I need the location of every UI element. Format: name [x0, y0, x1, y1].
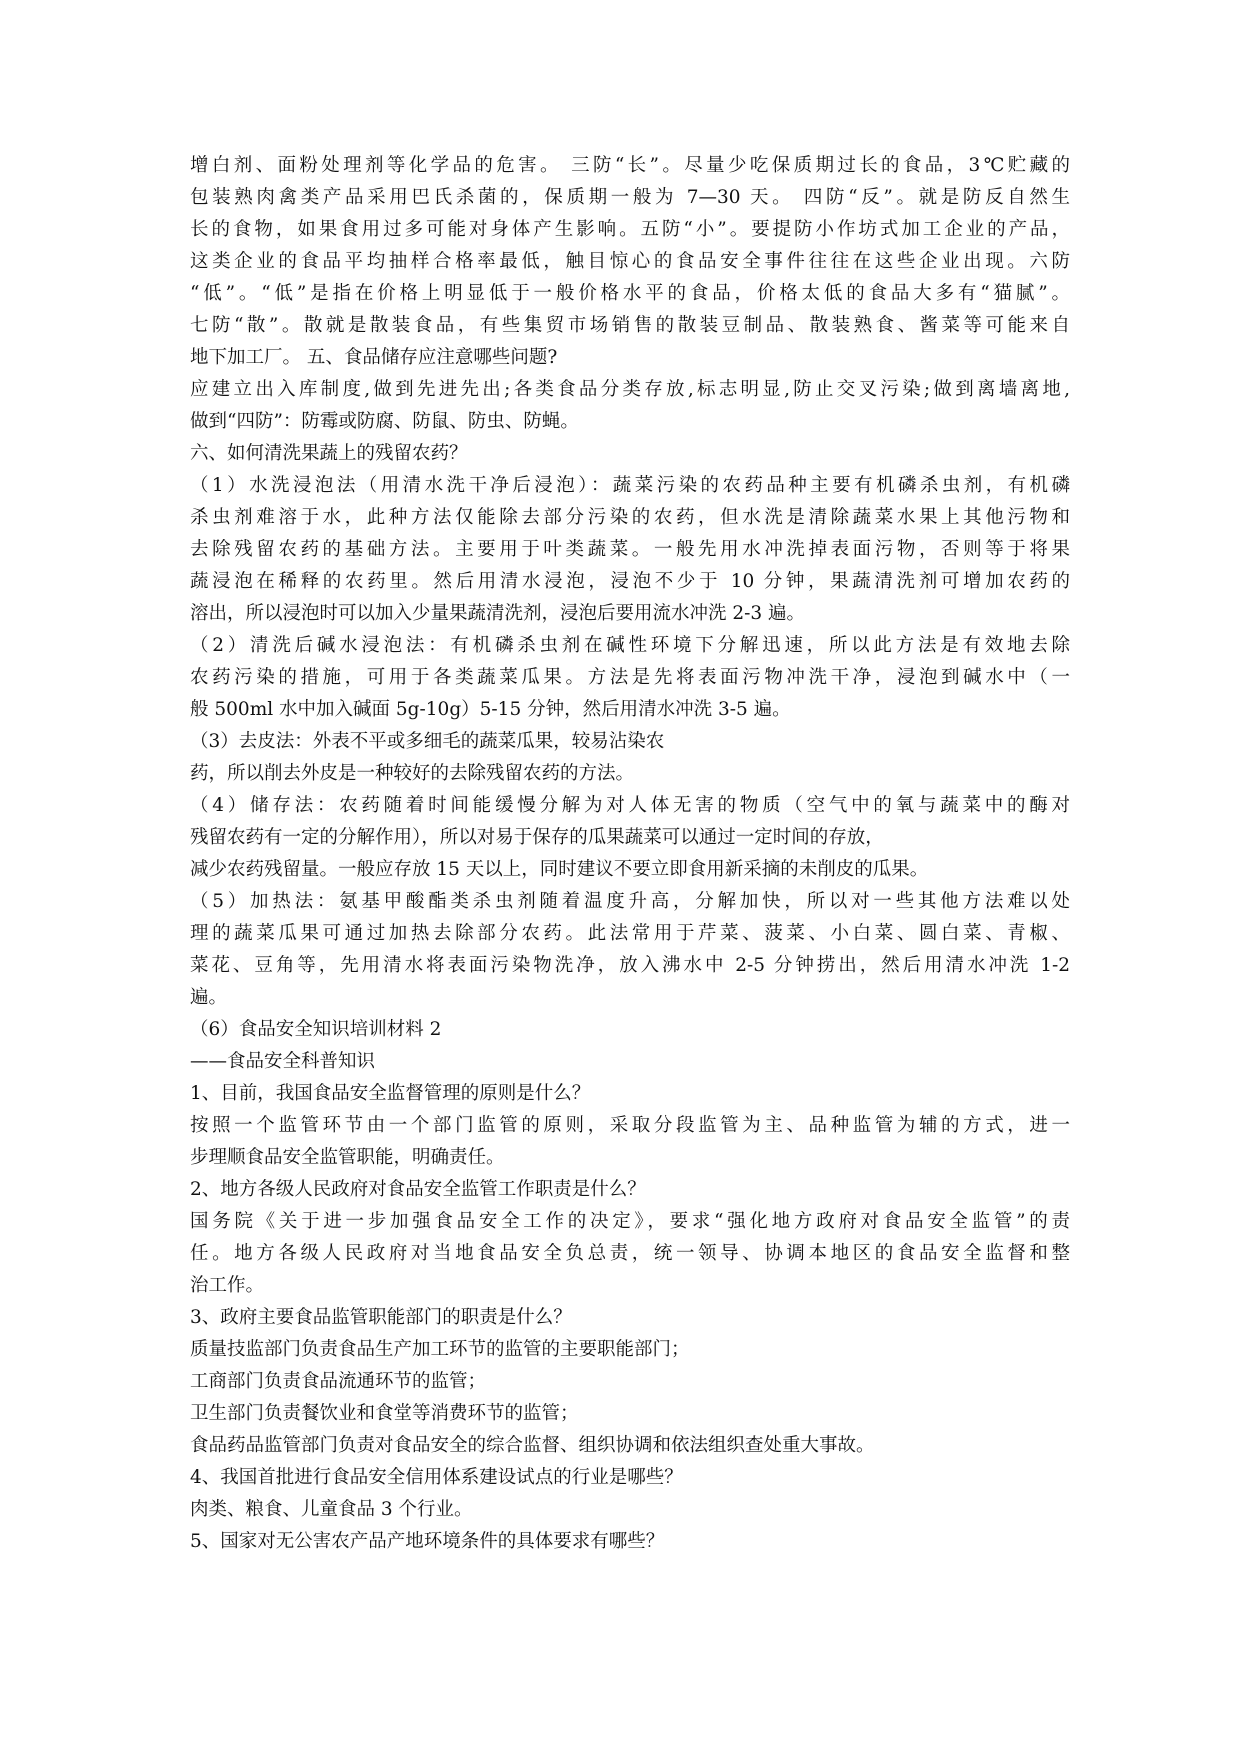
- text-line: 溶出，所以浸泡时可以加入少量果蔬清洗剂，浸泡后要用流水冲洗 2-3 遍。: [190, 603, 806, 624]
- question-heading: 2、地方各级人民政府对食品安全监管工作职责是什么？: [190, 1179, 646, 1200]
- text-line: 做到“四防”：防霉或防腐、防鼠、防虫、防蝇。: [190, 411, 579, 432]
- text-line: 农药污染的措施，可用于各类蔬菜瓜果。方法是先将表面污物冲洗干净，浸泡到碱水中（一: [190, 667, 1070, 688]
- text-line: 质量技监部门负责食品生产加工环节的监管的主要职能部门；: [190, 1339, 690, 1360]
- text-line: 药，所以削去外皮是一种较好的去除残留农药的方法。: [190, 763, 635, 784]
- text-line: 食品药品监管部门负责对食品安全的综合监督、组织协调和依法组织查处重大事故。: [190, 1435, 875, 1456]
- question-heading: 1、目前，我国食品安全监督管理的原则是什么？: [190, 1083, 591, 1104]
- text-line: 遍。: [190, 987, 228, 1008]
- text-line: （2）清洗后碱水浸泡法：有机磷杀虫剂在碱性环境下分解迅速，所以此方法是有效地去除: [190, 635, 1070, 656]
- text-line: 理的蔬菜瓜果可通过加热去除部分农药。此法常用于芹菜、菠菜、小白菜、圆白菜、青椒、: [190, 923, 1070, 944]
- text-line: 般 500ml 水中加入碱面 5g-10g）5-15 分钟，然后用清水冲洗 3-5 遍。: [190, 699, 791, 720]
- text-line: 蔬浸泡在稀释的农药里。然后用清水浸泡，浸泡不少于 10 分钟，果蔬清洗剂可增加农药的: [190, 571, 1070, 592]
- text-line: “低”。“低”是指在价格上明显低于一般价格水平的食品，价格太低的食品大多有“猫腻”。: [190, 283, 1070, 304]
- text-line: （4）储存法：农药随着时间能缓慢分解为对人体无害的物质（空气中的氧与蔬菜中的酶对: [190, 795, 1070, 816]
- text-line: 工商部门负责食品流通环节的监管；: [190, 1371, 487, 1392]
- text-line: 这类企业的食品平均抽样合格率最低，触目惊心的食品安全事件往往在这些企业出现。六防: [190, 251, 1070, 272]
- text-line: 长的食物，如果食用过多可能对身体产生影响。五防“小”。要提防小作坊式加工企业的产品，: [190, 219, 1070, 240]
- subtitle: ——食品安全科普知识: [190, 1051, 376, 1072]
- text-line: 减少农药残留量。一般应存放 15 天以上，同时建议不要立即食用新采摘的未削皮的瓜果。: [190, 859, 929, 880]
- section-heading: 地下加工厂。 五、食品储存应注意哪些问题?: [190, 347, 558, 368]
- text-line: 国务院《关于进一步加强食品安全工作的决定》，要求“强化地方政府对食品安全监管”的责: [190, 1211, 1070, 1232]
- text-line: （6）食品安全知识培训材料 2: [190, 1019, 442, 1040]
- text-line: 任。地方各级人民政府对当地食品安全负总责，统一领导、协调本地区的食品安全监督和整: [190, 1243, 1070, 1264]
- text-line: 菜花、豆角等，先用清水将表面污染物洗净，放入沸水中 2-5 分钟捞出，然后用清水冲洗 1-2: [190, 955, 1070, 976]
- text-line: （5）加热法：氨基甲酸酯类杀虫剂随着温度升高，分解加快，所以对一些其他方法难以处: [190, 891, 1070, 912]
- text-line: 残留农药有一定的分解作用），所以对易于保存的瓜果蔬菜可以通过一定时间的存放，: [190, 827, 884, 848]
- text-line: 卫生部门负责餐饮业和食堂等消费环节的监管；: [190, 1403, 579, 1424]
- text-line: 治工作。: [190, 1275, 265, 1296]
- question-heading: 4、我国首批进行食品安全信用体系建设试点的行业是哪些？: [190, 1467, 683, 1488]
- text-line: 包装熟肉禽类产品采用巴氏杀菌的，保质期一般为 7—30 天。 四防“反”。就是防反自然生: [190, 187, 1070, 208]
- text-line: 肉类、粮食、儿童食品 3 个行业。: [190, 1499, 473, 1520]
- text-line: （3）去皮法：外表不平或多细毛的蔬菜瓜果，较易沾染农: [190, 731, 665, 752]
- text-line: 步理顺食品安全监管职能，明确责任。: [190, 1147, 505, 1168]
- text-line: 按照一个监管环节由一个部门监管的原则，采取分段监管为主、品种监管为辅的方式，进一: [190, 1115, 1070, 1136]
- question-heading: 5、国家对无公害农产品产地环境条件的具体要求有哪些？: [190, 1531, 665, 1552]
- text-line: （1）水洗浸泡法（用清水洗干净后浸泡）：蔬菜污染的农药品种主要有机磷杀虫剂，有机磷: [190, 475, 1070, 496]
- text-line: 去除残留农药的基础方法。主要用于叶类蔬菜。一般先用水冲洗掉表面污物，否则等于将果: [190, 539, 1070, 560]
- text-line: 应建立出入库制度,做到先进先出;各类食品分类存放,标志明显,防止交叉污染;做到离墙离地,: [190, 379, 1070, 400]
- document-body: [190, 150, 1070, 1558]
- question-heading: 3、政府主要食品监管职能部门的职责是什么？: [190, 1307, 572, 1328]
- text-line: 杀虫剂难溶于水，此种方法仅能除去部分污染的农药，但水洗是清除蔬菜水果上其他污物和: [190, 507, 1070, 528]
- text-line: 七防“散”。散就是散装食品，有些集贸市场销售的散装豆制品、散装熟食、酱菜等可能来自: [190, 315, 1070, 336]
- text-line: 增白剂、面粉处理剂等化学品的危害。 三防“长”。尽量少吃保质期过长的食品，3℃贮藏的: [190, 155, 1070, 176]
- section-heading: 六、如何清洗果蔬上的残留农药？: [190, 443, 468, 464]
